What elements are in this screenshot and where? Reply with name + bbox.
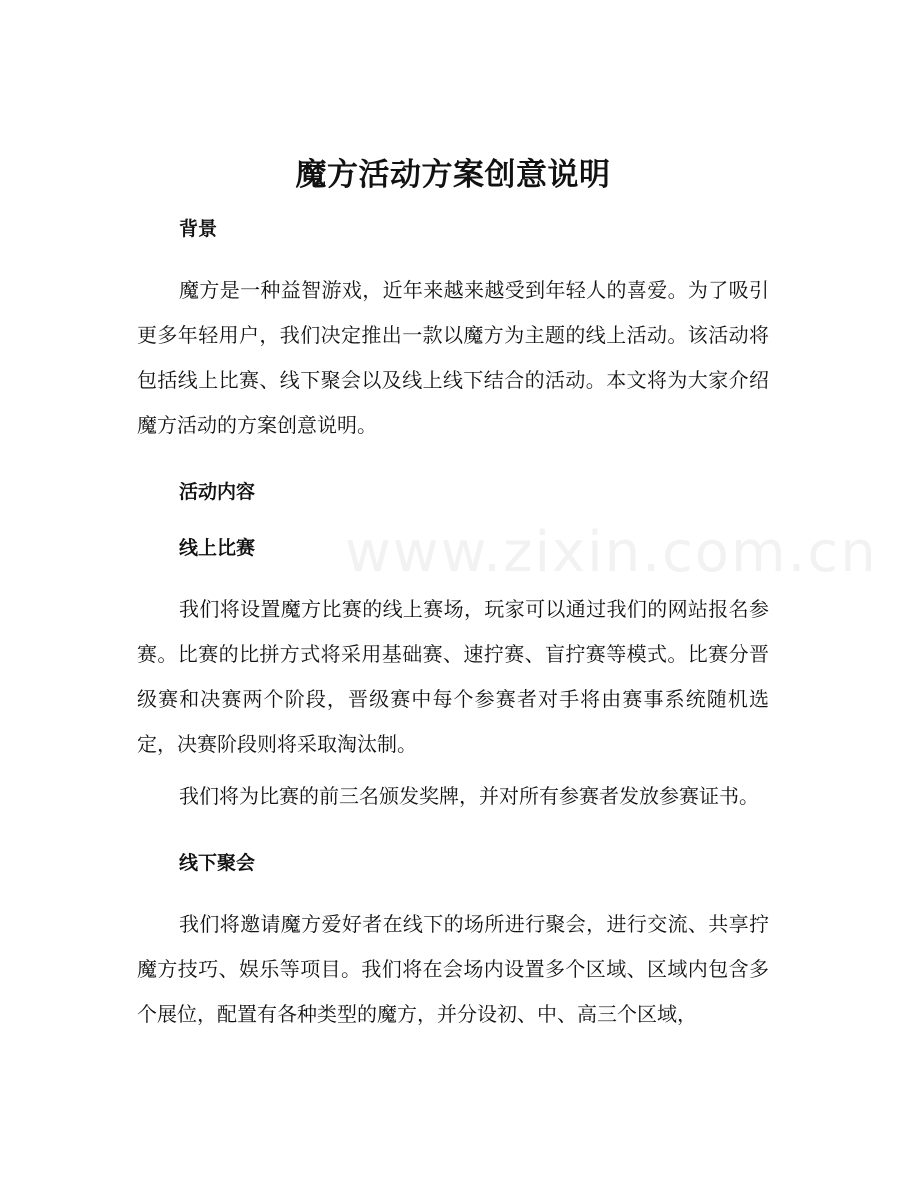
- document-title: 魔方活动方案创意说明: [295, 157, 611, 193]
- section-heading-online-competition: 线上比赛: [179, 537, 256, 559]
- watermark: www.zixin.com.cn: [345, 520, 878, 585]
- paragraph-online-competition: 我们将设置魔方比赛的线上赛场，玩家可以通过我们的网站报名参赛。比赛的比拼方式将采用基础赛、速拧赛、盲拧赛等模式。比赛分晋级赛和决赛两个阶段，晋级赛中每个参赛者对手将由赛事系统随机选定，决赛阶段则将采取淘汰制。: [137, 597, 769, 756]
- section-heading-offline-gathering: 线下聚会: [179, 852, 256, 874]
- paragraph-online-awards: 我们将为比赛的前三名颁发奖牌，并对所有参赛者发放参赛证书。: [179, 784, 759, 808]
- section-heading-activity-content: 活动内容: [179, 481, 256, 503]
- paragraph-offline-gathering: 我们将邀请魔方爱好者在线下的场所进行聚会，进行交流、共享拧魔方技巧、娱乐等项目。我们将在会场内设置多个区域、区域内包含多个展位，配置有各种类型的魔方，并分设初、中、高三个区域，: [137, 912, 769, 1026]
- paragraph-background: 魔方是一种益智游戏，近年来越来越受到年轻人的喜爱。为了吸引更多年轻用户，我们决定推出一款以魔方为主题的线上活动。该活动将包括线上比赛、线下聚会以及线上线下结合的活动。本文将为大家介绍魔方活动的方案创意说明。: [137, 278, 769, 437]
- section-heading-background: 背景: [179, 218, 218, 240]
- document-body: [137, 150, 769, 1037]
